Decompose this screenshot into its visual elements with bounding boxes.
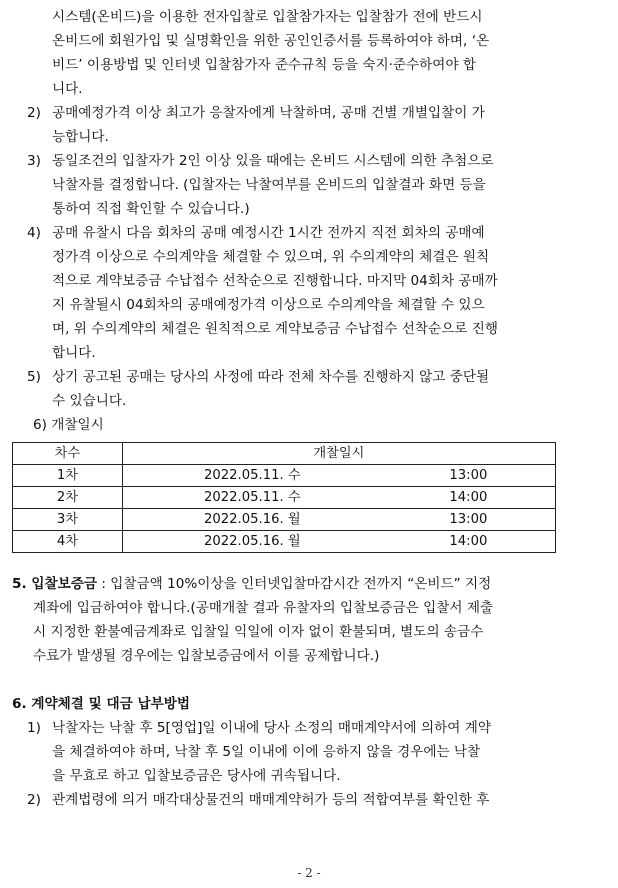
section6-title [12,693,190,715]
item-line: 정가격 이상으로 수의계약을 체결할 수 있으며, 위 수의계약의 체결은 원칙 [52,249,490,265]
cell-round: 4차 [13,531,123,553]
schedule-table [12,442,556,553]
header-round: 차수 [13,443,123,465]
cell-date: 2022.05.16. 월 [122,509,382,531]
intro-line: 비드’ 이용방법 및 인터넷 입찰참가자 준수규칙 등을 숙지·준수하여야 합 [52,57,477,73]
item-number: 2) [27,105,41,121]
section5-text: : 입찰금액 10%이상을 인터넷입찰마감시간 전까지 “온비드” 지정 [97,576,492,592]
item-number: 1) [27,720,41,736]
cell-date: 2022.05.16. 월 [122,531,382,553]
cell-time: 13:00 [382,509,556,531]
intro-line: 온비드에 회원가입 및 실명확인을 위한 공인인증서를 등록하여야 하며, ‘온 [52,33,490,49]
intro-line: 니다. [52,81,83,97]
item-line: 공매 유찰시 다음 회차의 공매 예정시간 1시간 전까지 직전 회차의 공매예 [52,225,485,241]
table-row [13,531,556,553]
cell-time: 14:00 [382,531,556,553]
item-line: 을 무효로 하고 입찰보증금은 당사에 귀속됩니다. [52,768,341,784]
item-line: 공매예정가격 이상 최고가 응찰자에게 낙찰하며, 공매 건별 개별입찰이 가 [52,105,485,121]
table-row [13,465,556,487]
section5-title: 5. 입찰보증금 [12,576,98,592]
item-line: 낙찰자는 낙찰 후 5[영업]일 이내에 당사 소정의 매매계약서에 의하여 계약 [52,720,491,736]
table-row [13,487,556,509]
item-line: 능합니다. [52,129,109,145]
intro-line: 시스템(온비드)을 이용한 전자입찰로 입찰참가자는 입찰참가 전에 반드시 [52,9,483,25]
item-line: 낙찰자를 결정합니다. (입찰자는 낙찰여부를 온비드의 입찰결과 화면 등을 [52,177,486,193]
item-line: 수 있습니다. [52,393,127,409]
item-line: 관계법령에 의거 매각대상물건의 매매계약허가 등의 적합여부를 확인한 후 [52,792,490,808]
cell-time: 13:00 [382,465,556,487]
cell-time: 14:00 [382,487,556,509]
cell-round: 1차 [13,465,123,487]
section5-line: 수료가 발생될 경우에는 입찰보증금에서 이를 공제합니다.) [33,648,380,664]
item-line: 을 체결하여야 하며, 낙찰 후 5일 이내에 이에 응하지 않을 경우에는 낙찰 [52,744,481,760]
item-line: 상기 공고된 공매는 당사의 사정에 따라 전체 차수를 진행하지 않고 중단될 [52,369,490,385]
item-line: 지 유찰될시 04회차의 공매예정가격 이상으로 수의계약을 체결할 수 있으 [52,297,485,313]
header-datetime: 개찰일시 [122,443,555,465]
section5-line: 계좌에 입금하여야 합니다.(공매개찰 결과 유찰자의 입찰보증금은 입찰서 제출 [33,600,494,616]
section6-title-text: 6. 계약체결 및 대금 납부방법 [12,696,190,712]
schedule-label: 6) 개찰일시 [33,417,104,433]
table-row [13,509,556,531]
item-number: 2) [27,792,41,808]
section5-line [12,573,491,595]
item-line: 통하여 직접 확인할 수 있습니다.) [52,201,250,217]
cell-round: 3차 [13,509,123,531]
cell-date: 2022.05.11. 수 [122,465,382,487]
item-line: 며, 위 수의계약의 체결은 원칙적으로 계약보증금 수납접수 선착순으로 진행 [52,321,498,337]
item-number: 4) [27,225,41,241]
section5-line: 시 지정한 환불예금계좌로 입찰일 익일에 이자 없이 환불되며, 별도의 송금수 [33,624,484,640]
item-line: 합니다. [52,345,96,361]
item-line: 적으로 계약보증금 수납접수 선착순으로 진행합니다. 마지막 04회차 공매까 [52,273,498,289]
item-line: 동일조건의 입찰자가 2인 이상 있을 때에는 온비드 시스템에 의한 추첨으로 [52,153,494,169]
page-number: - 2 - [297,866,321,880]
item-number: 3) [27,153,41,169]
cell-date: 2022.05.11. 수 [122,487,382,509]
cell-round: 2차 [13,487,123,509]
item-number: 5) [27,369,41,385]
table-header-row [13,443,556,465]
